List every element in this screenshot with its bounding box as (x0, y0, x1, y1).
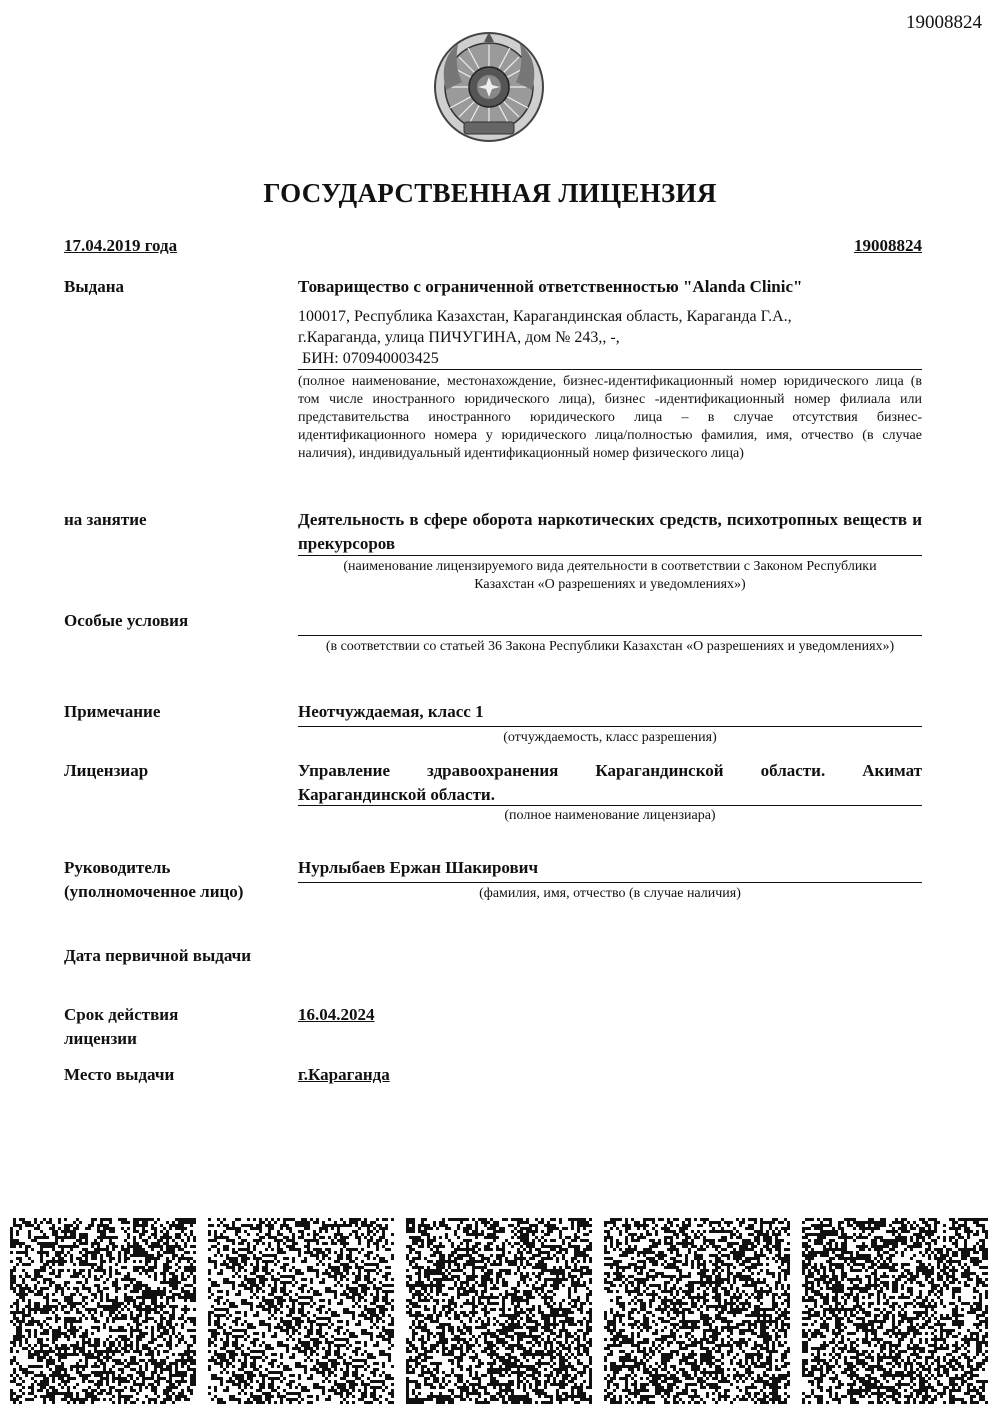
place-value: г.Караганда (298, 1065, 390, 1084)
licensor-label: Лицензиар (64, 761, 149, 780)
head-label-line2: (уполномоченное лицо) (64, 882, 244, 901)
qr-code-svg (802, 1218, 988, 1404)
conditions-underline (298, 635, 922, 636)
qr-code-5 (802, 1218, 988, 1404)
remark-label: Примечание (64, 702, 161, 721)
state-emblem-icon (432, 30, 546, 144)
licensor-value: Управление здравоохранения Карагандинской области. Акимат Карагандинской области. (298, 761, 922, 804)
issued-name: Товарищество с ограниченной ответственностью "Alanda Clinic" (298, 277, 803, 296)
qr-code-1 (10, 1218, 196, 1404)
qr-code-svg (406, 1218, 592, 1404)
remark-underline (298, 726, 922, 727)
place-label: Место выдачи (64, 1065, 175, 1084)
qr-code-3 (406, 1218, 592, 1404)
document-top-number: 19008824 (906, 12, 982, 33)
remark-note: (отчуждаемость, класс разрешения) (503, 730, 717, 745)
qr-code-svg (208, 1218, 394, 1404)
document-title: ГОСУДАРСТВЕННАЯ ЛИЦЕНЗИЯ (263, 178, 717, 208)
head-underline (298, 882, 922, 883)
conditions-label: Особые условия (64, 611, 189, 630)
head-label-line1: Руководитель (64, 858, 171, 877)
activity-underline (298, 555, 922, 556)
validity-value: 16.04.2024 (298, 1005, 375, 1024)
head-note: (фамилия, имя, отчество (в случае наличия) (479, 886, 741, 901)
issued-underline (298, 369, 922, 370)
issue-date: 17.04.2019 года (64, 236, 178, 255)
issued-address-line1: 100017, Республика Казахстан, Карагандинская область, Караганда Г.А., (298, 308, 792, 325)
activity-label: на занятие (64, 510, 147, 529)
remark-value: Неотчуждаемая, класс 1 (298, 702, 484, 721)
qr-code-4 (604, 1218, 790, 1404)
qr-code-svg (604, 1218, 790, 1404)
validity-label-line2: лицензии (64, 1029, 137, 1048)
activity-value: Деятельность в сфере оборота наркотических средств, психотропных веществ и прекурсоров (298, 510, 922, 553)
licensor-note: (полное наименование лицензиара) (504, 808, 716, 823)
qr-code-svg (10, 1218, 196, 1404)
issued-note: (полное наименование, местонахождение, бизнес-идентификационный номер юридического лица (в том числе иностранного юридического лица), бизнес -идентификационный номер филиала или представительства иностранного юридического лица – в случае отсутствия бизнес-идентификационного номера у юридического лица/полностью фамилия, имя, отчество (в случае наличия), индивидуальный идентификационный номер физического лица) (298, 374, 922, 461)
license-number: 19008824 (854, 236, 922, 255)
issued-label: Выдана (64, 277, 125, 296)
head-value: Нурлыбаев Ержан Шакирович (298, 858, 539, 877)
issued-bin: БИН: 070940003425 (298, 350, 439, 367)
licensor-underline (298, 805, 922, 806)
qr-code-2 (208, 1218, 394, 1404)
conditions-note: (в соответствии со статьей 36 Закона Республики Казахстан «О разрешениях и уведомлениях») (325, 639, 895, 654)
activity-note: (наименование лицензируемого вида деятельности в соответствии с Законом Республики Казахстан «О разрешениях и уведомлениях») (343, 559, 877, 592)
validity-label-line1: Срок действия (64, 1005, 179, 1024)
issued-address-line2: г.Караганда, улица ПИЧУГИНА, дом № 243,, -, (298, 329, 620, 346)
first-issue-label: Дата первичной выдачи (64, 946, 252, 965)
